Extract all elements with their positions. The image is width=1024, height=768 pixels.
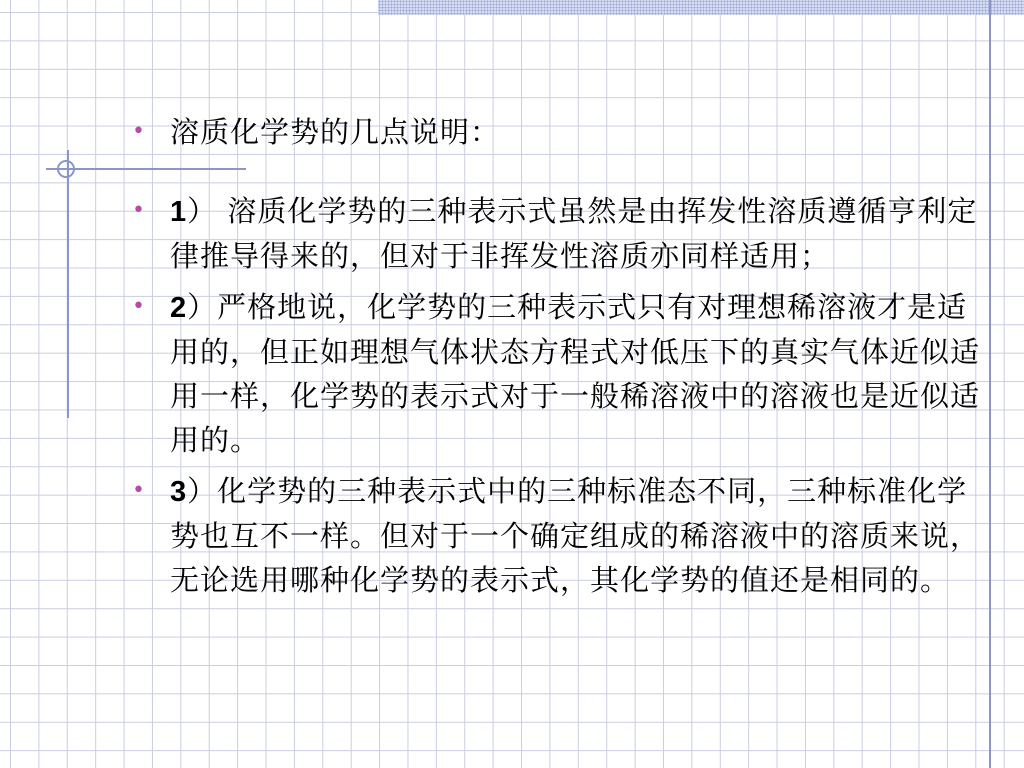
bullet-item-3 <box>130 469 980 602</box>
bullet-item-heading <box>130 110 980 154</box>
decorative-circle <box>57 160 75 178</box>
right-decorative-line <box>989 0 991 768</box>
bullet-number: 1 <box>170 196 188 228</box>
bullet-dot: • <box>132 119 146 144</box>
slide-content <box>130 110 980 602</box>
bullet-text: 溶质化学势的几点说明： <box>170 115 501 149</box>
bullet-text: ） 溶质化学势的三种表示式虽然是由挥发性溶质遵循亨利定律推导得来的，但对于非挥发性溶质亦同样适用； <box>170 194 978 273</box>
bullet-text: ）严格地说，化学势的三种表示式只有对理想稀溶液才是适用的，但正如理想气体状态方程式对低压下的真实气体近似适用一样，化学势的表示式对于一般稀溶液中的溶液也是近似适用的。 <box>170 290 981 457</box>
bullet-item-1 <box>130 189 980 278</box>
bullet-dot: • <box>132 478 146 503</box>
top-decorative-band <box>378 0 1024 15</box>
left-decorative-vline <box>67 150 69 418</box>
bullet-text: ）化学势的三种表示式中的三种标准态不同，三种标准化学势也互不一样。但对于一个确定组成的稀溶液中的溶质来说，无论选用哪种化学势的表示式，其化学势的值还是相同的。 <box>170 474 981 597</box>
bullet-number: 2 <box>170 292 188 324</box>
bullet-item-2 <box>130 285 980 462</box>
bullet-dot: • <box>132 294 146 319</box>
bullet-dot: • <box>132 198 146 223</box>
bullet-number: 3 <box>170 476 188 508</box>
